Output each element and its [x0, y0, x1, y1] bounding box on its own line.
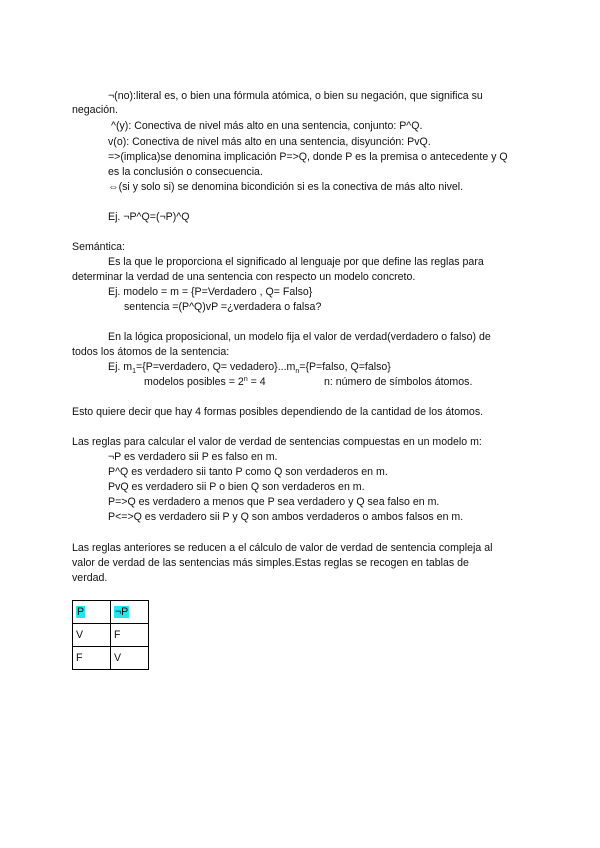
example-line: Ej. ¬P^Q=(¬P)^Q	[108, 211, 190, 223]
text-line: verdad.	[72, 572, 108, 584]
example-line	[108, 361, 391, 375]
table-header-row	[73, 601, 149, 624]
table-cell: F	[111, 624, 149, 647]
superscript: n	[243, 376, 248, 383]
text-line: Las reglas anteriores se reducen a el cálculo de valor de verdad de sentencia compleja al	[72, 542, 493, 554]
rule-line: P=>Q es verdadero a menos que P sea verdadero y Q sea falso en m.	[108, 496, 440, 508]
rule-line: ¬P es verdadero sii P es falso en m.	[108, 451, 278, 463]
table-row	[73, 647, 149, 670]
text-line: ¬(no):literal es, o bien una fórmula atómica, o bien su negación, que significa su	[108, 90, 483, 102]
truth-table	[72, 600, 149, 670]
highlighted-header: ¬P	[115, 606, 129, 618]
table-cell: F	[73, 647, 111, 670]
subscript: 1	[132, 368, 137, 375]
highlighted-header: P	[77, 606, 85, 618]
rule-line: P<=>Q es verdadero sii P y Q son ambos verdaderos o ambos falsos en m.	[108, 511, 464, 523]
rule-line: PvQ es verdadero sii P o bien Q son verdaderos en m.	[108, 481, 365, 493]
text-line: ⇔(si y solo si) se denomina bicondición si es la conectiva de más alto nivel.	[108, 181, 464, 193]
text-line: Esto quiere decir que hay 4 formas posibles dependiendo de la cantidad de los átomos.	[72, 406, 484, 418]
text-line: determinar la verdad de una sentencia con respecto un modelo concreto.	[72, 271, 416, 283]
table-header-cell	[111, 601, 149, 624]
text-span: = 4	[247, 376, 266, 388]
text-span: Ej. m	[108, 361, 133, 373]
text-span: ={P=verdadero, Q= vedadero}...m	[136, 361, 296, 373]
section-heading: Semántica:	[72, 241, 125, 253]
text-line: Las reglas para calcular el valor de verdad de sentencias compuestas en un modelo m:	[72, 436, 482, 448]
text-line: es la conclusión o consecuencia.	[108, 166, 263, 178]
table-cell: V	[73, 624, 111, 647]
formula-line	[144, 376, 266, 390]
example-line: Ej. modelo = m = {P=Verdadero , Q= Falso}	[108, 286, 313, 298]
text-span: ={P=falso, Q=falso}	[299, 361, 391, 373]
text-line: todos los átomos de la sentencia:	[72, 346, 230, 358]
text-line: v(o): Conectiva de nivel más alto en una sentencia, disyunción: PvQ.	[108, 136, 431, 148]
table-row	[73, 624, 149, 647]
text-line: Es la que le proporciona el significado al lenguaje por que define las reglas para	[108, 256, 484, 268]
text-line: ^(y): Conectiva de nivel más alto en una sentencia, conjunto: P^Q.	[111, 120, 423, 132]
subscript: n	[295, 368, 300, 375]
text-line: valor de verdad de las sentencias más simples.Estas reglas se recogen en tablas de	[72, 557, 469, 569]
text-line: negación.	[72, 104, 118, 116]
text-line: En la lógica proposicional, un modelo fija el valor de verdad(verdadero o falso) de	[108, 331, 491, 343]
table-cell: V	[111, 647, 149, 670]
text-span: modelos posibles = 2	[144, 376, 244, 388]
table-header-cell	[73, 601, 111, 624]
text-line: n: número de símbolos átomos.	[324, 376, 473, 388]
example-line: sentencia =(P^Q)vP =¿verdadera o falsa?	[124, 301, 322, 313]
text-line: =>(implica)se denomina implicación P=>Q, donde P es la premisa o antecedente y Q	[108, 151, 508, 163]
rule-line: P^Q es verdadero sii tanto P como Q son verdaderos en m.	[108, 466, 388, 478]
